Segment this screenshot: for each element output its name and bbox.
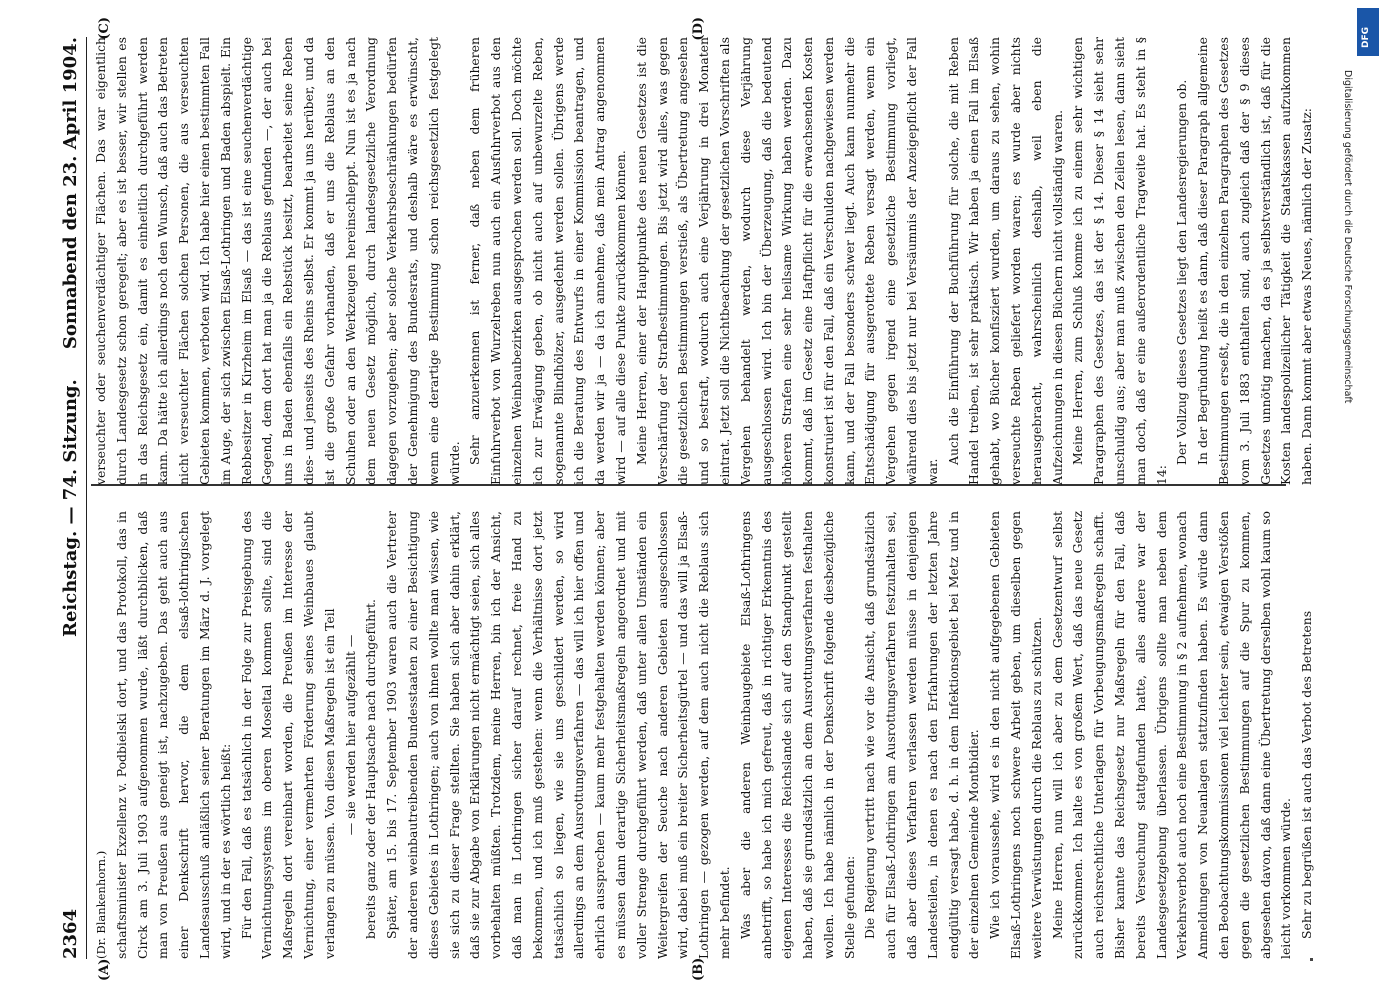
paragraph: Meine Herren, nun will ich aber zu dem Gesetzentwurf selbst zurückkommen. Ich halte es von großem Wert, daß das neue Gesetz auch reichsrechtliche Unterlagen für Vorbeugungsmaßregeln schafft. Bisher kannte das Reichsgesetz nur Maßregeln für den Fall, daß bereits Verseuchung stattgefunden hatte, alles andere war der Landesgesetzgebung überlassen. Übrigens sollte man neben dem Verkehrsverbot auch noch eine Bestimmung in § 2 aufnehmen, wonach Anmeldungen von Neuanlagen stattzufinden haben. Es würde dann den Beobachtungskommissionen viel leichter sein, etwaigen Verstößen gegen die gesetzlichen Bestimmungen auf die Spur zu kommen, abgesehen davon, daß dann eine Übertretung derselben wohl kaum so leicht vorkommen würde. bbox=[1049, 511, 1294, 959]
header-title: Reichstag. — 74. Sitzung. bbox=[60, 379, 81, 637]
dfg-logo bbox=[1357, 8, 1379, 56]
text-columns bbox=[91, 17, 1315, 981]
scan-speck bbox=[1310, 958, 1313, 961]
aside-paragraph: — sie werden hier aufgezählt — bbox=[342, 634, 358, 836]
quote-paragraph: Der Vollzug dieses Gesetzes liegt den Landesregierungen ob. bbox=[1174, 79, 1190, 465]
margin-marker-d: (D) bbox=[691, 17, 706, 41]
paragraph: Sehr zu begrüßen ist auch das Verbot des Betretens bbox=[1299, 610, 1315, 939]
page-header bbox=[58, 37, 87, 959]
quote-paragraph: bereits ganz oder der Hauptsache nach durchgeführt. bbox=[363, 599, 379, 939]
paragraph: In der Begründung heißt es dann, daß dieser Paragraph allgemeine Bestimmungen erseßt, die in den einzelnen Paragraphen des Gesetzes vom 3. Juli 1883 enthalten sind, auch zugleich daß der § 9 dieses Gesetzes unnötig machen, da es ja selbstverständlich ist, daß für die Kosten landespolizeilicher Tätigkeit die Staatskassen aufzukommen haben. Dann kommt aber etwas Neues, nämlich der Zusatz: bbox=[1195, 37, 1315, 485]
rotated-page bbox=[50, 15, 1330, 985]
paragraph: schaftsminister Exzellenz v. Podbielski dort, und das Protokoll, das in Circk am 3. Juli 1903 aufgenommen wurde, läßt durchblicken, daß man von Preußen aus geneigt ist, nachzugeben. Das geht auch aus einer Denkschrift hervor, die dem elsaß-lothringischen Landesausschuß anläßlich seiner Beratungen im März d. J. vorgelegt wird, und in der es wörtlich heißt: bbox=[113, 511, 233, 959]
paragraph: Später, am 15. bis 17. September 1903 waren auch die Vertreter der anderen weinbautreibenden Bundesstaaten zu einer Besichtigung dieses Gebietes in Lothringen; auch von ihnen wollte man wissen, wie sie sich zu dieser Frage stellten. Sie haben sich aber dahin erklärt, daß sie zur Abgabe von Erklärungen nicht ermächtigt seien, sich alles vorbehalten müßten. Trotzdem, meine Herren, bin ich der Ansicht, daß man in Lothringen sicher darauf rechnet, freie Hand zu bekommen, und ich muß gestehen: wenn die Verhältnisse dort jetzt tatsächlich so liegen, wie sie uns geschildert werden, so wird allerdings an dem Ausrottungsverfahren — das will ich hier offen und ehrlich aussprechen — kaum mehr festgehalten werden können; aber es müssen dann derartige Sicherheitsmaßregeln angeordnet und mit voller Strenge durchgeführt werden, daß unter allen Umständen ein Weitergreifen der Seuche nach anderen Gebieten ausgeschlossen wird, dabei muß ein breiter Sicherheitsgürtel — und das will ja Elsaß-Lothringen — gezogen werden, auf dem auch nicht die Reblaus sich mehr befindet. bbox=[384, 511, 732, 959]
margin-marker-a: (A) bbox=[97, 958, 112, 981]
left-column bbox=[91, 511, 1318, 959]
paragraph: Sehr anzuerkennen ist ferner, daß neben dem früheren Einfuhrverbot von Wurzelreben nun auch ein Ausfuhrverbot aus den einzelnen Weinbaubezirken ausgesprochen werden soll. Doch möchte ich zur Erwägung geben, ob nicht auch auf unbewurzelte Reben, sogenannte Blindhölzer, ausgedehnt werden sollen. Übrigens werde ich die Beratung des Entwurfs in einer Kommission beantragen, und da werden wir ja — da ich annehme, daß mein Antrag angenommen wird — auf alle diese Punkte zurückkommen können. bbox=[467, 37, 628, 485]
margin-marker-c: (C) bbox=[97, 17, 112, 40]
paragraph: Auch die Einführung der Buchführung für solche, die mit Reben Handel treiben, ist sehr praktisch. Wir haben ja einen Fall im Elsaß gehabt, wo Bücher konfisziert wurden, um daraus zu sehen, wohin verseuchte Reben geliefert worden waren; es wurde aber nichts herausgebracht, wahrscheinlich deshalb, weil eben die Aufzeichnungen in diesen Büchern nicht vollständig waren. bbox=[945, 37, 1065, 485]
quote-paragraph: Für den Fall, daß es tatsächlich in der Folge zur Preisgebung des Vernichtungssystems im oberen Moseltal kommen sollte, sind die Maßregeln dort vereinbart worden, die Preußen im Interesse der Vernichtung, einer vermehrten Förderung seines Weinbaues glaubt verlangen zu müssen. Von diesen Maßregeln ist ein Teil bbox=[238, 511, 337, 959]
right-column bbox=[91, 37, 1318, 485]
paragraph: Meine Herren, zum Schluß komme ich zu einem sehr wichtigen Paragraphen des Gesetzes, das ist der § 14. Dieser § 14 sieht sehr unschuldig aus; aber man muß zwischen den Zeilen lesen, dann sieht man doch, daß er eine außerordentliche Tragweite hat. Es steht in § 14: bbox=[1070, 37, 1169, 485]
funding-note bbox=[1335, 70, 1375, 950]
paragraph: Wie ich voraussehe, wird es in den nicht aufgegebenen Gebieten Elsaß-Lothringens noch schwere Arbeit geben, um dieselben gegen weitere Verwüstungen durch die Reblaus zu schützen. bbox=[987, 511, 1044, 959]
funding-note-text: Digitalisierung gefördert durch die Deutsche Forschungsgemeinschaft bbox=[1342, 70, 1353, 404]
paragraph: Was aber die anderen Weinbaugebiete Elsaß-Lothringens anbetrifft, so habe ich mich gefreut, daß in richtiger Erkenntnis des eigenen Interesses die Reichslande sich auf den Standpunkt gestellt haben, daß sie grundsätzlich an dem Ausrottungsverfahren festhalten wollen. Ich habe nämlich in der Denkschrift folgende diesbezügliche Stelle gefunden: bbox=[737, 511, 857, 959]
paragraph: verseuchter oder seuchenverdächtiger Flächen. Das war eigentlich durch Landesgesetz schon geregelt; aber es ist besser, wir stellen es in das Reichsgesetz ein, damit es einheitlich durchgeführt werden kann. Da hätte ich allerdings noch den Wunsch, daß auch das Betreten nicht verseuchter Flächen solchen Personen, die aus verseuchten Gebieten kommen, verboten wird. Ich habe hier einen bestimmten Fall im Auge, der sich zwischen Elsaß-Lothringen und Baden abspielt. Ein Rebbesitzer in Kirzheim im Elsaß — das ist eine seuchenverdächtige Gegend, dem dort hat man ja die Reblaus gefunden —, der auch bei uns in Baden ebenfalls ein Rebstück besitzt, bearbeitet seine Reben dies- und jenseits des Rheins selbst. Er kommt ja uns herüber, und da ist die große Gefahr vorhanden, daß er uns die Reblaus an den Schuhen oder an den Werkzeugen hereinschleppt. Nun ist es ja nach dem neuen Gesetz möglich, durch landesgesetzliche Verordnung dagegen vorzugehen; aber solche Verkehrsbeschränkungen bedürfen der Genehmigung des Bundesrats, und deshalb wäre es erwünscht, wenn eine derartige Bestimmung schon reichsgesetzlich festgelegt würde. bbox=[93, 37, 462, 485]
dfg-logo-text: DFG bbox=[1361, 26, 1371, 48]
header-date: Sonnabend den 23. April 1904. bbox=[60, 37, 81, 350]
margin-marker-b: (B) bbox=[691, 957, 706, 981]
quote-paragraph: Die Regierung vertritt nach wie vor die Ansicht, daß grundsätzlich auch für Elsaß-Lothringen am Ausrottungsverfahren festzuhalten sei, daß aber dieses Verfahren verlassen werden müsse in denjenigen Landesteilen, in denen es nach den Erfahrungen der letzten Jahre endgültig versagt habe, d. h. in dem Infektionsgebiet bei Metz und in der einzelnen Gemeinde Montbidier. bbox=[862, 511, 982, 959]
paragraph: Meine Herren, einer der Hauptpunkte des neuen Gesetzes ist die Verschärfung der Strafbestimmungen. Bis jetzt wird alles, was gegen die gesetzlichen Bestimmungen verstieß, als Übertretung angesehen und so bestraft, wodurch auch eine Verjährung in drei Monaten eintrat. Jetzt soll die Nichtbeachtung der gesetzlichen Vorschriften als Vergehen behandelt werden, wodurch diese Verjährung ausgeschlossen wird. Ich bin der Überzeugung, daß die bedeutend höheren Strafen eine sehr heilsame Wirkung haben werden. Dazu kommt, daß im Gesetz eine Haftpflicht für die erwachsenden Kosten konstruiert ist für den Fall, daß ein Verschulden nachgewiesen werden kann, und der Fall besonders schwer liegt. Auch kann nunmehr die Entschädigung für ausgerottete Reben versagt werden, wenn ein Vergehen gegen irgend eine gesetzliche Bestimmung vorliegt, während dies bis jetzt nur bei Versäumnis der Anzeigepflicht der Fall war. bbox=[633, 37, 940, 485]
speaker-label: (Dr. Blankenhorn.) bbox=[94, 850, 108, 959]
page-number: 2364 bbox=[60, 908, 81, 959]
